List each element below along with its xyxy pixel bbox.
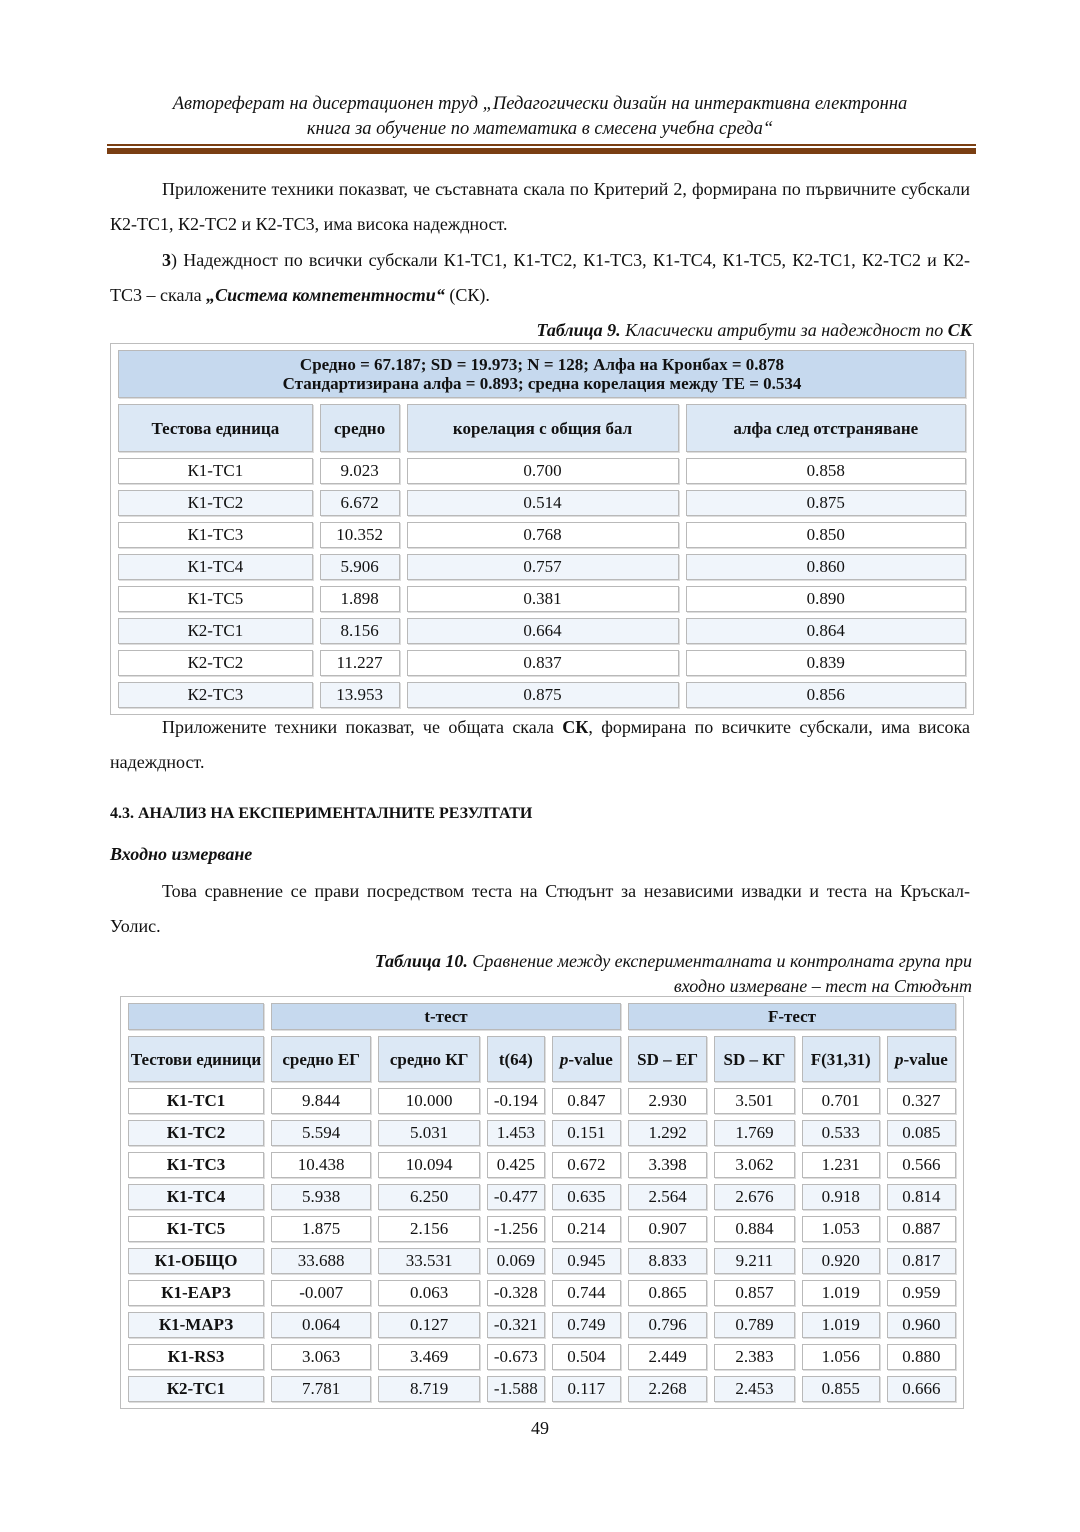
- table-cell: -0.328: [487, 1280, 545, 1306]
- table-cell: 0.920: [802, 1248, 880, 1274]
- table-cell: К1-ТС3: [118, 522, 313, 548]
- table-cell: К1-ТС3: [128, 1152, 264, 1178]
- table-row: [128, 1280, 956, 1306]
- table-cell: 0.847: [552, 1088, 621, 1114]
- paragraph-2: 3) Надеждност по всички субскали К1-ТС1, К1-ТС2, К1-ТС3, К1-ТС4, К1-ТС5, К2-ТС1, К2-ТС2 и К2-ТС3 – скала „Система компетентности“ (СК).: [110, 250, 970, 305]
- table9-caption: Таблица 9. Класически атрибути за надеждност по СК: [536, 320, 972, 340]
- table-cell: 0.327: [887, 1088, 956, 1114]
- table-cell: 0.514: [407, 490, 679, 516]
- table-cell: 0.960: [887, 1312, 956, 1338]
- table-cell: 1.453: [487, 1120, 545, 1146]
- table-cell: 0.127: [378, 1312, 480, 1338]
- table10-col-header: F(31,31): [802, 1036, 880, 1082]
- table-cell: -1.256: [487, 1216, 545, 1242]
- f-test-group: F-тест: [628, 1003, 956, 1030]
- table-cell: 0.768: [407, 522, 679, 548]
- table-cell: 0.700: [407, 458, 679, 484]
- table-cell: 3.398: [628, 1152, 707, 1178]
- table-cell: К2-ТС2: [118, 650, 313, 676]
- table-cell: 3.063: [271, 1344, 371, 1370]
- t-test-group: t-тест: [271, 1003, 621, 1030]
- paragraph-1: Приложените техники показват, че съставната скала по Критерий 2, формирана по първичните субскали К2-ТС1, К2-ТС2 и К2-ТС3, има висока надеждност.: [110, 179, 970, 234]
- table-cell: 0.064: [271, 1312, 371, 1338]
- table-cell: 0.864: [686, 618, 966, 644]
- table-cell: 0.817: [887, 1248, 956, 1274]
- table-cell: 1.769: [714, 1120, 794, 1146]
- table-cell: 0.701: [802, 1088, 880, 1114]
- section-heading: 4.3. АНАЛИЗ НА ЕКСПЕРИМЕНТАЛНИТЕ РЕЗУЛТАТИ: [110, 805, 533, 822]
- table-row: [128, 1248, 956, 1274]
- table-cell: 0.425: [487, 1152, 545, 1178]
- table-row: [118, 458, 966, 484]
- table-cell: 0.884: [714, 1216, 794, 1242]
- table-cell: 0.504: [552, 1344, 621, 1370]
- table-cell: К1-МАРЗ: [128, 1312, 264, 1338]
- table-cell: К2-ТС1: [128, 1376, 264, 1402]
- table-row: [118, 554, 966, 580]
- table-cell: 10.000: [378, 1088, 480, 1114]
- table-cell: 1.875: [271, 1216, 371, 1242]
- table-cell: 2.383: [714, 1344, 794, 1370]
- table-row: [118, 682, 966, 708]
- table-cell: 11.227: [320, 650, 400, 676]
- table-cell: 3.501: [714, 1088, 794, 1114]
- table-cell: -1.588: [487, 1376, 545, 1402]
- table-cell: К1-ТС5: [128, 1216, 264, 1242]
- table-cell: -0.321: [487, 1312, 545, 1338]
- table-cell: 0.880: [887, 1344, 956, 1370]
- table-cell: 1.898: [320, 586, 400, 612]
- paragraph-3: Приложените техники показват, че общата скала СК, формирана по всичките субскали, има висока надеждност.: [110, 717, 970, 772]
- table-row: [128, 1312, 956, 1338]
- table-cell: 0.635: [552, 1184, 621, 1210]
- table-cell: 0.814: [887, 1184, 956, 1210]
- paragraph-4: Това сравнение се прави посредством теста на Стюдънт за независими извадки и теста на Кръскал-Уолис.: [110, 881, 970, 936]
- table-cell: 0.837: [407, 650, 679, 676]
- table10-col-header: Тестови единици: [128, 1036, 264, 1082]
- table10-caption: Таблица 10. Сравнение между експерименталната и контролната група при входно измерване – тест на Стюдънт: [374, 951, 972, 996]
- table-cell: 0.666: [887, 1376, 956, 1402]
- table9-col-header: корелация с общия бал: [407, 404, 679, 452]
- table-cell: 0.664: [407, 618, 679, 644]
- table-row: [118, 522, 966, 548]
- table-row: [128, 1344, 956, 1370]
- table-cell: 0.063: [378, 1280, 480, 1306]
- page-number: 49: [531, 1418, 549, 1438]
- table-cell: К1-ТС5: [118, 586, 313, 612]
- table9: [110, 343, 974, 715]
- table-row: [128, 1216, 956, 1242]
- table-cell: 5.031: [378, 1120, 480, 1146]
- table-cell: 0.085: [887, 1120, 956, 1146]
- table-cell: К1-ТС1: [128, 1088, 264, 1114]
- table-cell: 33.531: [378, 1248, 480, 1274]
- table9-col-header: алфа след отстраняване: [686, 404, 966, 452]
- table-cell: 0.749: [552, 1312, 621, 1338]
- table-cell: 9.844: [271, 1088, 371, 1114]
- table10-corner: [128, 1003, 264, 1030]
- table-cell: -0.477: [487, 1184, 545, 1210]
- table-cell: К1-ЕАРЗ: [128, 1280, 264, 1306]
- table-cell: 33.688: [271, 1248, 371, 1274]
- table-cell: 0.858: [686, 458, 966, 484]
- table-cell: 8.833: [628, 1248, 707, 1274]
- table-cell: 0.875: [407, 682, 679, 708]
- table-cell: 2.268: [628, 1376, 707, 1402]
- table-cell: 1.231: [802, 1152, 880, 1178]
- table-cell: 0.839: [686, 650, 966, 676]
- table10-col-header: SD – КГ: [714, 1036, 794, 1082]
- table-cell: 0.945: [552, 1248, 621, 1274]
- table-cell: 0.860: [686, 554, 966, 580]
- table-cell: 1.019: [802, 1280, 880, 1306]
- table-cell: 0.789: [714, 1312, 794, 1338]
- table-cell: 0.890: [686, 586, 966, 612]
- table-cell: К1-ОБЩО: [128, 1248, 264, 1274]
- table10: [120, 996, 964, 1409]
- table-cell: -0.007: [271, 1280, 371, 1306]
- table-cell: 1.053: [802, 1216, 880, 1242]
- table-cell: 2.156: [378, 1216, 480, 1242]
- table-row: [128, 1120, 956, 1146]
- table-cell: 2.564: [628, 1184, 707, 1210]
- table-cell: 0.566: [887, 1152, 956, 1178]
- table-cell: 10.438: [271, 1152, 371, 1178]
- table-cell: 8.719: [378, 1376, 480, 1402]
- table-cell: 0.857: [714, 1280, 794, 1306]
- table-cell: 0.796: [628, 1312, 707, 1338]
- table-cell: К2-ТС1: [118, 618, 313, 644]
- table-cell: 2.676: [714, 1184, 794, 1210]
- table-cell: 5.594: [271, 1120, 371, 1146]
- table10-col-header: p-value: [552, 1036, 621, 1082]
- table-row: [128, 1184, 956, 1210]
- table-cell: 3.062: [714, 1152, 794, 1178]
- table-cell: 0.151: [552, 1120, 621, 1146]
- table10-col-header: SD – ЕГ: [628, 1036, 707, 1082]
- table-cell: 0.959: [887, 1280, 956, 1306]
- table-cell: 13.953: [320, 682, 400, 708]
- table10-col-header: средно ЕГ: [271, 1036, 371, 1082]
- table-cell: 0.069: [487, 1248, 545, 1274]
- table-cell: 5.906: [320, 554, 400, 580]
- table-cell: 1.056: [802, 1344, 880, 1370]
- table-cell: 0.856: [686, 682, 966, 708]
- table-cell: 0.117: [552, 1376, 621, 1402]
- table-cell: -0.194: [487, 1088, 545, 1114]
- table-cell: 0.855: [802, 1376, 880, 1402]
- table-cell: 0.907: [628, 1216, 707, 1242]
- table-cell: 1.292: [628, 1120, 707, 1146]
- table-cell: 9.211: [714, 1248, 794, 1274]
- table-cell: К1-ТС2: [128, 1120, 264, 1146]
- header-rule-thick: [107, 148, 976, 154]
- table-cell: 0.850: [686, 522, 966, 548]
- table10-col-header: t(64): [487, 1036, 545, 1082]
- table-cell: 2.453: [714, 1376, 794, 1402]
- table-cell: 0.381: [407, 586, 679, 612]
- table-cell: 7.781: [271, 1376, 371, 1402]
- table-cell: 1.019: [802, 1312, 880, 1338]
- table-cell: 0.214: [552, 1216, 621, 1242]
- table-cell: К1-ТС4: [118, 554, 313, 580]
- table-row: [128, 1088, 956, 1114]
- table-cell: К2-ТС3: [118, 682, 313, 708]
- table-cell: -0.673: [487, 1344, 545, 1370]
- table-cell: 0.875: [686, 490, 966, 516]
- table-cell: 2.930: [628, 1088, 707, 1114]
- table-cell: 10.094: [378, 1152, 480, 1178]
- table-cell: 0.744: [552, 1280, 621, 1306]
- table-cell: К1-ТС4: [128, 1184, 264, 1210]
- table-row: [128, 1376, 956, 1402]
- table-cell: К1-RS3: [128, 1344, 264, 1370]
- table-cell: 9.023: [320, 458, 400, 484]
- table-cell: 0.887: [887, 1216, 956, 1242]
- table10-col-header: p-value: [887, 1036, 956, 1082]
- table-cell: 8.156: [320, 618, 400, 644]
- table-row: [118, 490, 966, 516]
- table-row: [118, 586, 966, 612]
- running-header: Автореферат на дисертационен труд „Педагогически дизайн на интерактивна електронна книга за обучение по математика в смесена учебна среда“: [172, 94, 908, 139]
- table-row: [128, 1152, 956, 1178]
- table9-col-header: средно: [320, 404, 400, 452]
- table-row: [118, 618, 966, 644]
- table10-col-header: средно КГ: [378, 1036, 480, 1082]
- table9-col-header: Тестова единица: [118, 404, 313, 452]
- table-cell: 6.250: [378, 1184, 480, 1210]
- table-cell: 0.533: [802, 1120, 880, 1146]
- table-cell: 10.352: [320, 522, 400, 548]
- table-cell: 0.672: [552, 1152, 621, 1178]
- table-cell: К1-ТС2: [118, 490, 313, 516]
- table-cell: 6.672: [320, 490, 400, 516]
- table-row: [118, 650, 966, 676]
- table9-summary: Средно = 67.187; SD = 19.973; N = 128; Алфа на Кронбах = 0.878 Стандартизирана алфа = 0.893; средна корелация между ТЕ = 0.534: [118, 350, 966, 398]
- table-cell: 3.469: [378, 1344, 480, 1370]
- header-rule-thin: [107, 144, 976, 146]
- table-cell: 5.938: [271, 1184, 371, 1210]
- table-cell: 0.865: [628, 1280, 707, 1306]
- subsection-heading: Входно измерване: [110, 844, 253, 864]
- table-cell: 0.757: [407, 554, 679, 580]
- table-cell: К1-ТС1: [118, 458, 313, 484]
- table-cell: 0.918: [802, 1184, 880, 1210]
- table-cell: 2.449: [628, 1344, 707, 1370]
